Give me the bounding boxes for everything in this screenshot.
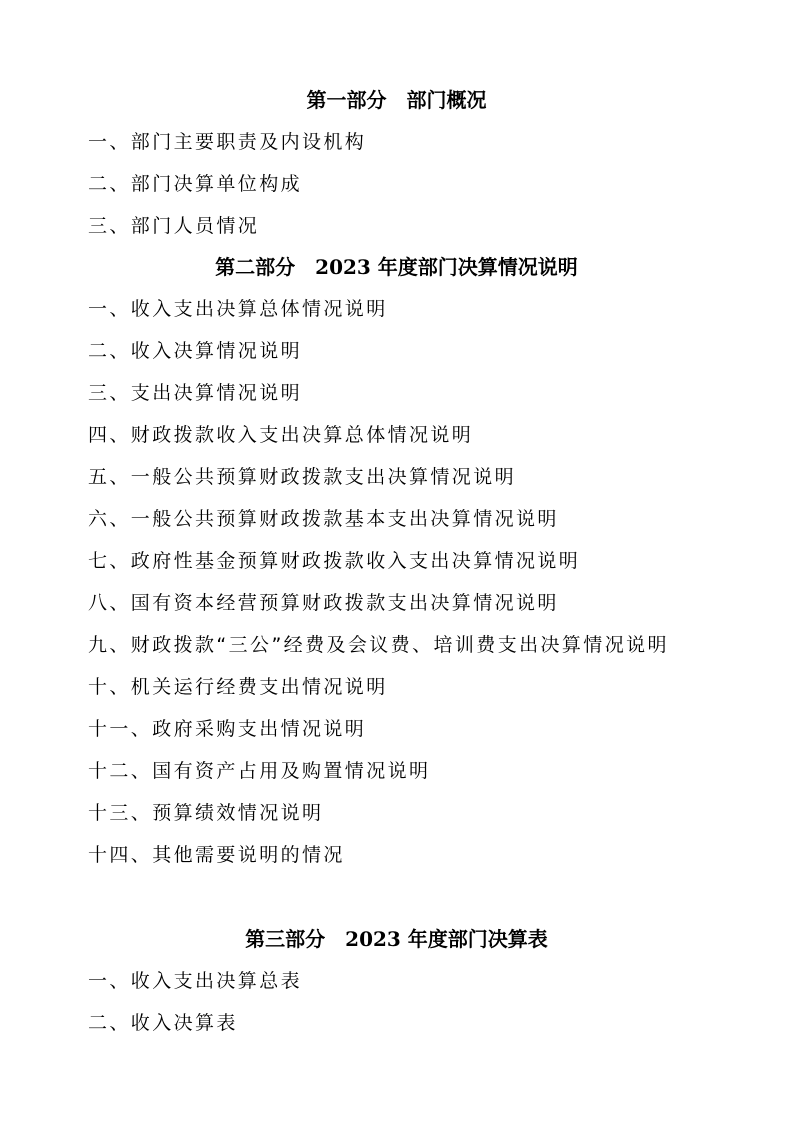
part2-item: 四、财政拨款收入支出决算总体情况说明 bbox=[88, 424, 474, 446]
part3-item: 二、收入决算表 bbox=[88, 1012, 238, 1034]
part1-item: 一、部门主要职责及内设机构 bbox=[88, 131, 367, 153]
part2-item: 十一、政府采购支出情况说明 bbox=[88, 718, 367, 740]
part2-item: 六、一般公共预算财政拨款基本支出决算情况说明 bbox=[88, 508, 559, 530]
part2-item: 五、一般公共预算财政拨款支出决算情况说明 bbox=[88, 466, 517, 488]
part2-item: 十四、其他需要说明的情况 bbox=[88, 844, 345, 866]
part1-item: 三、部门人员情况 bbox=[88, 215, 260, 237]
part2-item: 九、财政拨款“三公”经费及会议费、培训费支出决算情况说明 bbox=[88, 634, 669, 656]
part2-item: 十二、国有资产占用及购置情况说明 bbox=[88, 760, 431, 782]
part2-title: 第二部分 2023 年度部门决算情况说明 bbox=[215, 255, 578, 279]
part3-title: 第三部分 2023 年度部门决算表 bbox=[245, 927, 548, 951]
part2-item: 一、收入支出决算总体情况说明 bbox=[88, 298, 388, 320]
part2-item: 三、支出决算情况说明 bbox=[88, 382, 303, 404]
part2-item: 十三、预算绩效情况说明 bbox=[88, 802, 324, 824]
part2-item: 七、政府性基金预算财政拨款收入支出决算情况说明 bbox=[88, 550, 581, 572]
part3-item: 一、收入支出决算总表 bbox=[88, 970, 303, 992]
part2-item: 十、机关运行经费支出情况说明 bbox=[88, 676, 388, 698]
part1-title: 第一部分 部门概况 bbox=[306, 88, 487, 112]
part2-item: 二、收入决算情况说明 bbox=[88, 340, 303, 362]
part2-item: 八、国有资本经营预算财政拨款支出决算情况说明 bbox=[88, 592, 559, 614]
part1-item: 二、部门决算单位构成 bbox=[88, 173, 303, 195]
